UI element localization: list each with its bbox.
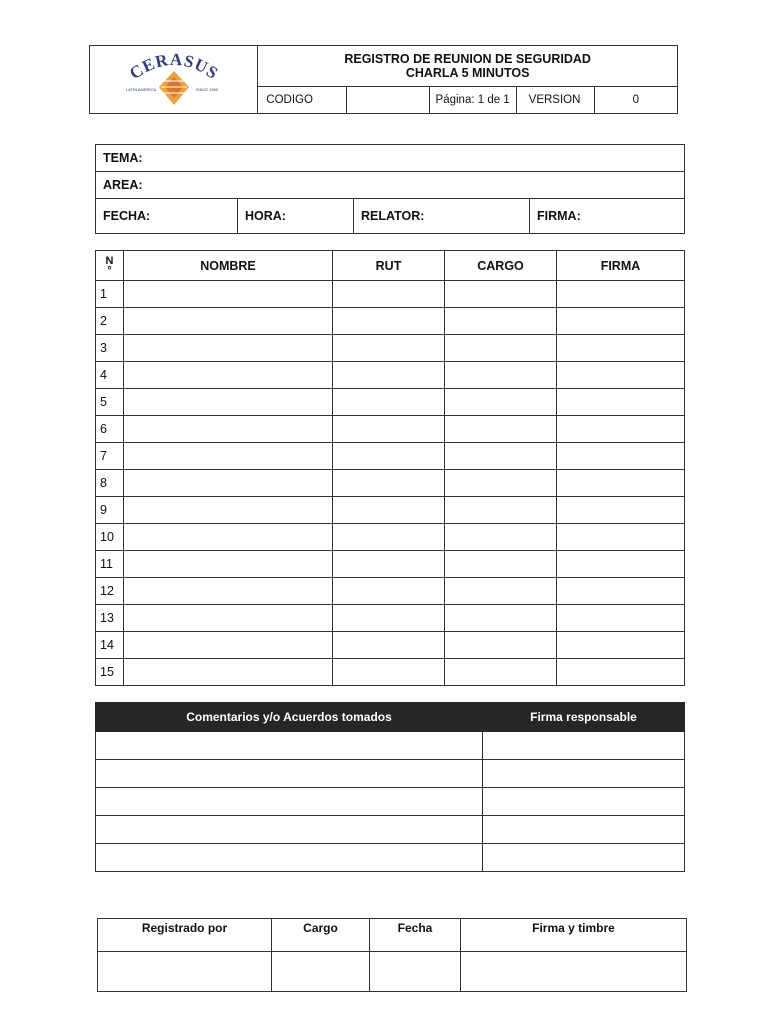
title-line-2: CHARLA 5 MINUTOS [405, 66, 530, 80]
rut-cell[interactable] [333, 389, 445, 416]
area-field[interactable]: AREA: [96, 172, 685, 199]
firma-cell[interactable] [557, 416, 685, 443]
attendee-row [96, 605, 685, 632]
page-number: Página: 1 de 1 [429, 87, 516, 114]
col-nombre-header: NOMBRE [124, 251, 333, 281]
codigo-field[interactable] [347, 87, 429, 114]
signature-cell[interactable] [483, 816, 685, 844]
cargo-cell[interactable] [445, 659, 557, 686]
attendee-row [96, 389, 685, 416]
attendee-row [96, 551, 685, 578]
firma-cell[interactable] [557, 281, 685, 308]
row-number: 6 [96, 416, 124, 443]
attendee-row [96, 524, 685, 551]
logo-right-text: SINCE 1965 [195, 87, 218, 92]
nombre-cell[interactable] [124, 632, 333, 659]
nombre-cell[interactable] [124, 551, 333, 578]
nombre-cell[interactable] [124, 362, 333, 389]
col-comentarios-header: Comentarios y/o Acuerdos tomados [96, 703, 483, 732]
signature-cell[interactable] [483, 788, 685, 816]
attendee-row [96, 443, 685, 470]
logo-diamond-icon [159, 71, 189, 105]
cargo-cell[interactable] [445, 470, 557, 497]
nombre-cell[interactable] [124, 524, 333, 551]
rut-cell[interactable] [333, 335, 445, 362]
rut-cell[interactable] [333, 659, 445, 686]
registrado-por-cell[interactable] [98, 952, 272, 992]
row-number: 13 [96, 605, 124, 632]
nombre-cell[interactable] [124, 605, 333, 632]
cargo-cell[interactable] [445, 632, 557, 659]
rut-cell[interactable] [333, 605, 445, 632]
col-firma-responsable-header: Firma responsable [483, 703, 685, 732]
nombre-cell[interactable] [124, 578, 333, 605]
document-title [258, 46, 678, 87]
nombre-cell[interactable] [124, 659, 333, 686]
firma-cell[interactable] [557, 362, 685, 389]
firma-cell[interactable] [557, 470, 685, 497]
firma-cell[interactable] [557, 443, 685, 470]
attendee-row [96, 416, 685, 443]
comment-row [96, 732, 685, 760]
signature-cell[interactable] [483, 732, 685, 760]
cargo-cell[interactable] [445, 443, 557, 470]
nombre-cell[interactable] [124, 281, 333, 308]
attendee-row [96, 281, 685, 308]
row-number: 15 [96, 659, 124, 686]
signature-cell[interactable] [483, 760, 685, 788]
comment-row [96, 760, 685, 788]
cargo-cell[interactable] [272, 952, 370, 992]
cargo-cell[interactable] [445, 605, 557, 632]
hora-field[interactable]: HORA: [238, 199, 354, 234]
firma-cell[interactable] [557, 335, 685, 362]
company-logo [90, 46, 258, 114]
version-label: VERSION [516, 87, 594, 114]
cargo-cell[interactable] [445, 308, 557, 335]
cargo-cell[interactable] [445, 362, 557, 389]
col-cargo-header: Cargo [272, 919, 370, 952]
cargo-cell[interactable] [445, 389, 557, 416]
signature-cell[interactable] [483, 844, 685, 872]
comment-row [96, 816, 685, 844]
rut-cell[interactable] [333, 308, 445, 335]
col-number-header: N ° [96, 251, 124, 281]
attendee-row [96, 659, 685, 686]
document-header [89, 45, 678, 114]
cargo-cell[interactable] [445, 524, 557, 551]
rut-cell[interactable] [333, 497, 445, 524]
row-number: 3 [96, 335, 124, 362]
firma-cell[interactable] [557, 659, 685, 686]
rut-cell[interactable] [333, 443, 445, 470]
col-rut-header: RUT [333, 251, 445, 281]
row-number: 5 [96, 389, 124, 416]
attendee-row [96, 632, 685, 659]
codigo-label: CODIGO [258, 87, 347, 114]
cargo-cell[interactable] [445, 416, 557, 443]
row-number: 11 [96, 551, 124, 578]
row-number: 4 [96, 362, 124, 389]
rut-cell[interactable] [333, 470, 445, 497]
rut-cell[interactable] [333, 524, 445, 551]
cargo-cell[interactable] [445, 335, 557, 362]
comments-table [95, 702, 685, 872]
nombre-cell[interactable] [124, 335, 333, 362]
relator-field[interactable]: RELATOR: [354, 199, 530, 234]
cargo-cell[interactable] [445, 281, 557, 308]
col-fecha-header: Fecha [370, 919, 461, 952]
nombre-cell[interactable] [124, 470, 333, 497]
firma-cell[interactable] [557, 551, 685, 578]
comment-cell[interactable] [96, 816, 483, 844]
comment-cell[interactable] [96, 788, 483, 816]
logo-left-text: LATIN AMERICA [125, 87, 156, 92]
tema-field[interactable]: TEMA: [96, 145, 685, 172]
cerasus-logo-icon [119, 47, 229, 109]
fecha-field[interactable]: FECHA: [96, 199, 238, 234]
firma-cell[interactable] [557, 632, 685, 659]
version-value: 0 [594, 87, 677, 114]
logo-brand-text: CERASUS [125, 49, 222, 84]
cargo-cell[interactable] [445, 497, 557, 524]
cargo-cell[interactable] [445, 551, 557, 578]
rut-cell[interactable] [333, 578, 445, 605]
attendee-row [96, 578, 685, 605]
nombre-cell[interactable] [124, 416, 333, 443]
firma-timbre-cell[interactable] [461, 952, 687, 992]
attendees-table [95, 250, 685, 686]
col-firma-header: FIRMA [557, 251, 685, 281]
nombre-cell[interactable] [124, 443, 333, 470]
row-number: 9 [96, 497, 124, 524]
comment-cell[interactable] [96, 844, 483, 872]
firma-cell[interactable] [557, 605, 685, 632]
firma-field[interactable]: FIRMA: [530, 199, 685, 234]
cargo-cell[interactable] [445, 578, 557, 605]
row-number: 12 [96, 578, 124, 605]
col-registrado-header: Registrado por [98, 919, 272, 952]
registration-table [97, 918, 687, 992]
rut-cell[interactable] [333, 551, 445, 578]
nombre-cell[interactable] [124, 389, 333, 416]
firma-cell[interactable] [557, 524, 685, 551]
col-cargo-header: CARGO [445, 251, 557, 281]
firma-cell[interactable] [557, 497, 685, 524]
firma-cell[interactable] [557, 389, 685, 416]
title-line-1: REGISTRO DE REUNION DE SEGURIDAD [344, 52, 591, 66]
col-firma-timbre-header: Firma y timbre [461, 919, 687, 952]
row-number: 10 [96, 524, 124, 551]
comment-row [96, 844, 685, 872]
meeting-info-table [95, 144, 685, 234]
fecha-cell[interactable] [370, 952, 461, 992]
firma-cell[interactable] [557, 308, 685, 335]
row-number: 2 [96, 308, 124, 335]
rut-cell[interactable] [333, 632, 445, 659]
comment-cell[interactable] [96, 760, 483, 788]
row-number: 7 [96, 443, 124, 470]
rut-cell[interactable] [333, 281, 445, 308]
row-number: 8 [96, 470, 124, 497]
nombre-cell[interactable] [124, 497, 333, 524]
firma-cell[interactable] [557, 578, 685, 605]
attendee-row [96, 470, 685, 497]
rut-cell[interactable] [333, 362, 445, 389]
attendee-row [96, 497, 685, 524]
attendee-row [96, 335, 685, 362]
attendee-row [96, 362, 685, 389]
row-number: 1 [96, 281, 124, 308]
rut-cell[interactable] [333, 416, 445, 443]
row-number: 14 [96, 632, 124, 659]
comment-cell[interactable] [96, 732, 483, 760]
comment-row [96, 788, 685, 816]
nombre-cell[interactable] [124, 308, 333, 335]
attendee-row [96, 308, 685, 335]
